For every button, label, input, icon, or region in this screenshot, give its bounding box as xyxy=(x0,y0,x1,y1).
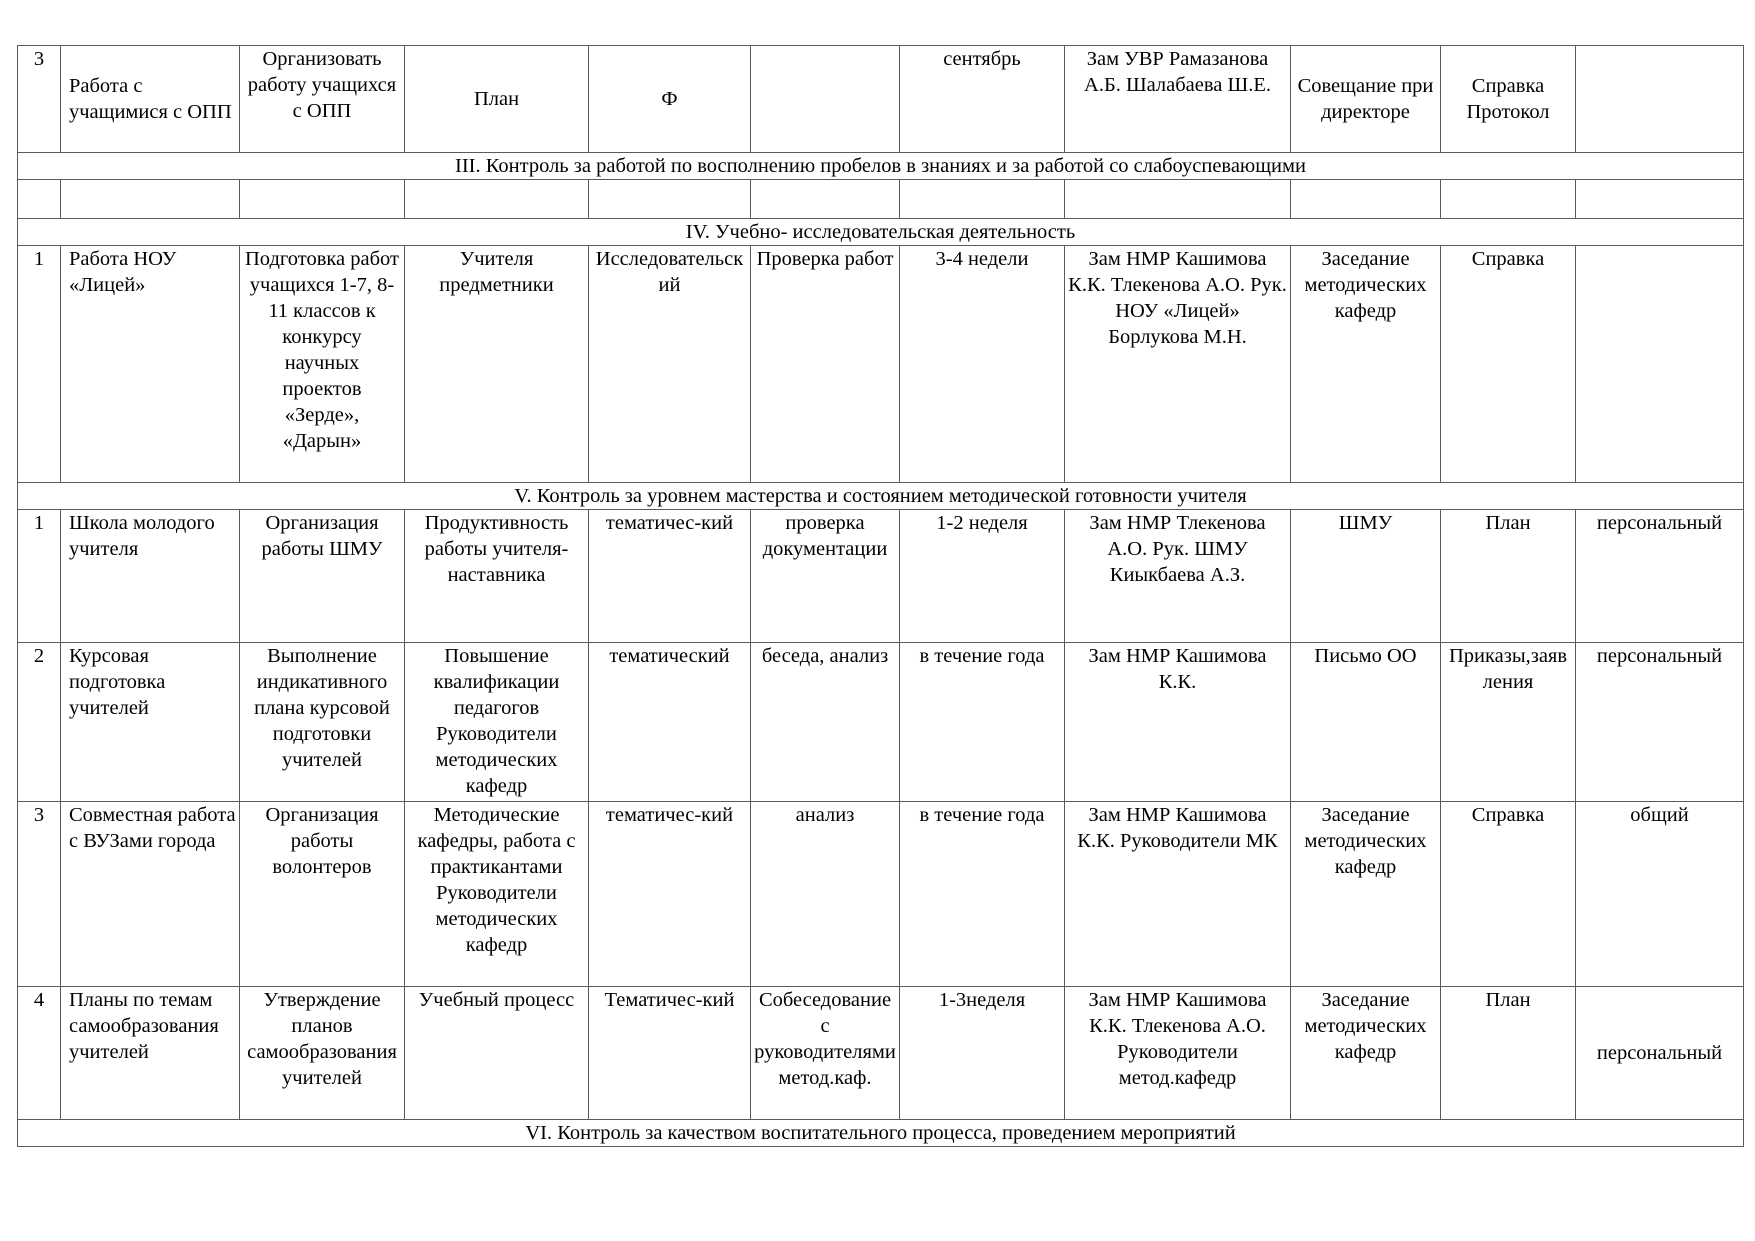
result-form: Справка xyxy=(1441,246,1576,483)
result-form: Приказы,заявления xyxy=(1441,643,1576,802)
control-period: в течение года xyxy=(900,643,1065,802)
control-plan-table xyxy=(17,45,1744,1147)
control-subject: Совместная работа с ВУЗами города xyxy=(61,802,240,987)
control-method: анализ xyxy=(751,802,900,987)
review-place: Заседание методических кафедр xyxy=(1291,987,1441,1120)
control-goal: Утверждение планов самообразования учителей xyxy=(240,987,405,1120)
section-row xyxy=(18,153,1744,180)
control-subject: Работа НОУ «Лицей» xyxy=(61,246,240,483)
control-object: Учебный процесс xyxy=(405,987,589,1120)
empty-cell xyxy=(1291,180,1441,219)
review-place: Заседание методических кафедр xyxy=(1291,802,1441,987)
control-method: проверка документации xyxy=(751,510,900,643)
section-title: III. Контроль за работой по восполнению пробелов в знаниях и за работой со слабоуспевающими xyxy=(18,153,1744,180)
table-row xyxy=(18,643,1744,802)
table-row xyxy=(18,510,1744,643)
control-object: Учителя предметники xyxy=(405,246,589,483)
control-goal: Организовать работу учащихся с ОПП xyxy=(240,46,405,153)
table-row xyxy=(18,180,1744,219)
row-number: 3 xyxy=(18,46,61,153)
empty-cell xyxy=(405,180,589,219)
section-title: IV. Учебно- исследовательская деятельность xyxy=(18,219,1744,246)
responsible: Зам НМР Тлекенова А.О. Рук. ШМУ Киыкбаева А.З. xyxy=(1065,510,1291,643)
section-title: V. Контроль за уровнем мастерства и состоянием методической готовности учителя xyxy=(18,483,1744,510)
control-object: План xyxy=(405,46,589,153)
control-goal: Выполнение индикативного плана курсовой подготовки учителей xyxy=(240,643,405,802)
responsible: Зам УВР Рамазанова А.Б. Шалабаева Ш.Е. xyxy=(1065,46,1291,153)
control-type: Тематичес-кий xyxy=(589,987,751,1120)
control-form: персональный xyxy=(1576,643,1744,802)
table-row xyxy=(18,987,1744,1120)
table-row xyxy=(18,46,1744,153)
control-method: Проверка работ xyxy=(751,246,900,483)
control-object: Продуктивность работы учителя-наставника xyxy=(405,510,589,643)
control-goal: Подготовка работ учащихся 1-7, 8-11 классов к конкурсу научных проектов «Зерде», «Дарын» xyxy=(240,246,405,483)
control-type: тематический xyxy=(589,643,751,802)
review-place: Совещание при директоре xyxy=(1291,46,1441,153)
control-subject: Курсовая подготовка учителей xyxy=(61,643,240,802)
control-subject: Работа с учащимися с ОПП xyxy=(61,46,240,153)
responsible: Зам НМР Кашимова К.К. xyxy=(1065,643,1291,802)
empty-cell xyxy=(900,180,1065,219)
responsible: Зам НМР Кашимова К.К. Тлекенова А.О. Руководители метод.кафедр xyxy=(1065,987,1291,1120)
control-type: Исследовательский xyxy=(589,246,751,483)
control-form xyxy=(1576,46,1744,153)
control-object: Методические кафедры, работа с практикантами Руководители методических кафедр xyxy=(405,802,589,987)
review-place: Заседание методических кафедр xyxy=(1291,246,1441,483)
table-row xyxy=(18,246,1744,483)
control-method: Собеседование с руководителями метод.каф. xyxy=(751,987,900,1120)
empty-cell xyxy=(240,180,405,219)
control-method: беседа, анализ xyxy=(751,643,900,802)
empty-cell xyxy=(18,180,61,219)
responsible: Зам НМР Кашимова К.К. Руководители МК xyxy=(1065,802,1291,987)
control-period: 3-4 недели xyxy=(900,246,1065,483)
row-number: 3 xyxy=(18,802,61,987)
review-place: ШМУ xyxy=(1291,510,1441,643)
control-goal: Организация работы ШМУ xyxy=(240,510,405,643)
control-period: в течение года xyxy=(900,802,1065,987)
row-number: 1 xyxy=(18,510,61,643)
control-type: тематичес-кий xyxy=(589,802,751,987)
empty-cell xyxy=(1576,180,1744,219)
control-period: сентябрь xyxy=(900,46,1065,153)
control-period: 1-2 неделя xyxy=(900,510,1065,643)
result-form: План xyxy=(1441,987,1576,1120)
row-number: 2 xyxy=(18,643,61,802)
control-type: Ф xyxy=(589,46,751,153)
result-form: Справка Протокол xyxy=(1441,46,1576,153)
control-object: Повышение квалификации педагогов Руководители методических кафедр xyxy=(405,643,589,802)
responsible: Зам НМР Кашимова К.К. Тлекенова А.О. Рук. НОУ «Лицей» Борлукова М.Н. xyxy=(1065,246,1291,483)
control-period: 1-3неделя xyxy=(900,987,1065,1120)
control-form: персональный xyxy=(1576,510,1744,643)
section-row xyxy=(18,219,1744,246)
empty-cell xyxy=(589,180,751,219)
section-title: VI. Контроль за качеством воспитательного процесса, проведением мероприятий xyxy=(18,1120,1744,1147)
control-form: персональный xyxy=(1576,987,1744,1120)
control-form: общий xyxy=(1576,802,1744,987)
result-form: План xyxy=(1441,510,1576,643)
control-method xyxy=(751,46,900,153)
control-type: тематичес-кий xyxy=(589,510,751,643)
empty-cell xyxy=(1065,180,1291,219)
empty-cell xyxy=(1441,180,1576,219)
table-row xyxy=(18,802,1744,987)
control-subject: Школа молодого учителя xyxy=(61,510,240,643)
control-subject: Планы по темам самообразования учителей xyxy=(61,987,240,1120)
result-form: Справка xyxy=(1441,802,1576,987)
empty-cell xyxy=(61,180,240,219)
control-form xyxy=(1576,246,1744,483)
section-row xyxy=(18,1120,1744,1147)
control-goal: Организация работы волонтеров xyxy=(240,802,405,987)
row-number: 4 xyxy=(18,987,61,1120)
row-number: 1 xyxy=(18,246,61,483)
review-place: Письмо ОО xyxy=(1291,643,1441,802)
section-row xyxy=(18,483,1744,510)
empty-cell xyxy=(751,180,900,219)
